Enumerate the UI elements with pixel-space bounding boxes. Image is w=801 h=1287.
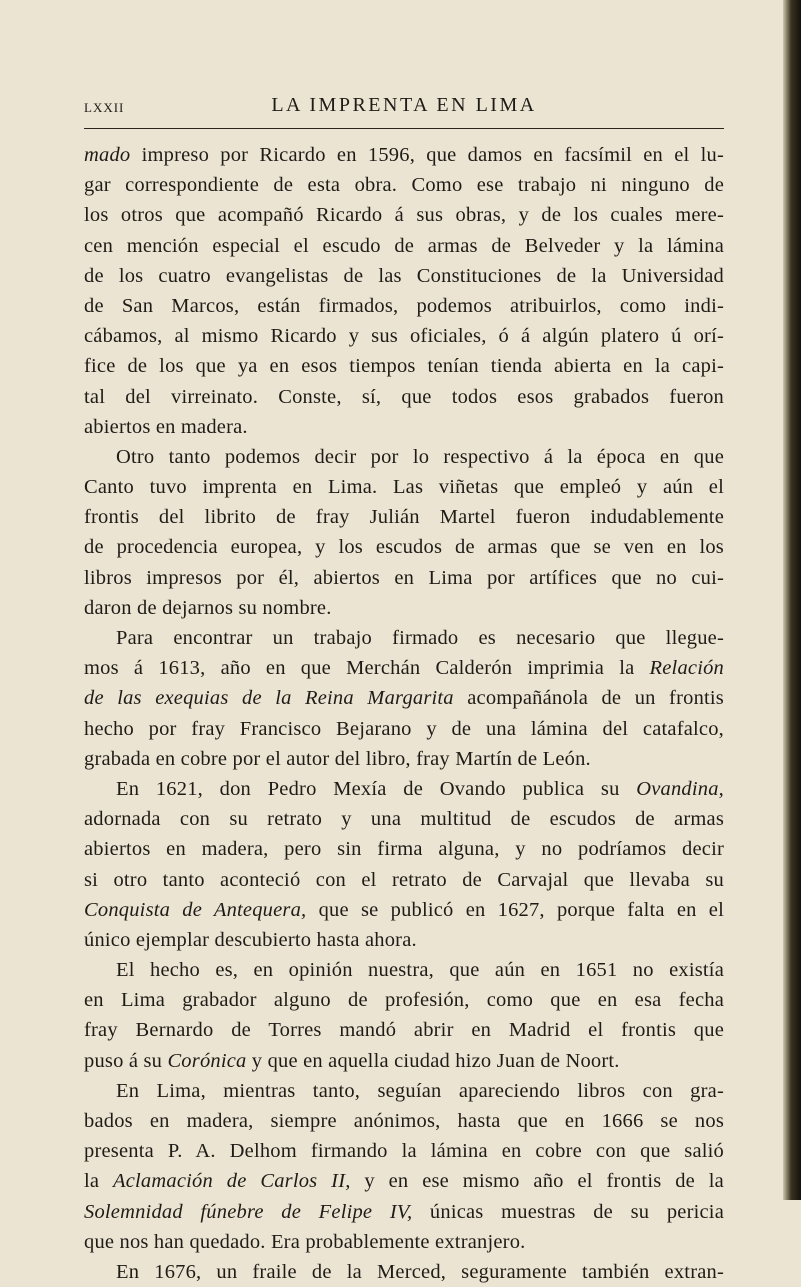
text-run: tal del virreinato. Conste, sí, que todos esos grabados fueron — [84, 385, 724, 408]
text-run: impreso por Ricardo en 1596, que damos en facsímil en el lu- — [130, 144, 724, 166]
text-line — [84, 1015, 724, 1045]
text-line — [84, 985, 724, 1015]
text-run: la — [84, 1170, 114, 1193]
italic-title: Relación — [649, 657, 724, 680]
text-run: si otro tanto aconteció con el retrato de Carvajal que llevaba su — [84, 868, 724, 891]
text-run: que nos han quedado. Era probablemente extranjero. — [84, 1230, 526, 1253]
text-line — [84, 532, 724, 562]
text-line — [84, 1197, 724, 1227]
text-line — [84, 140, 724, 170]
text-line — [84, 502, 724, 532]
text-line — [84, 593, 724, 623]
text-line — [84, 261, 724, 291]
text-run: gar correspondiente de esta obra. Como ese trabajo ni ninguno de — [84, 174, 724, 197]
text-run: en Lima grabador alguno de profesión, como que en esa fecha — [84, 989, 724, 1012]
text-run: y que en aquella ciudad hizo Juan de Noort. — [246, 1049, 620, 1072]
italic-title: Ovandina, — [636, 777, 724, 800]
text-line — [84, 804, 724, 834]
text-run: Canto tuvo imprenta en Lima. Las viñetas que empleó y aún el — [84, 476, 724, 499]
text-run: El hecho es, en opinión nuestra, que aún en 1651 no existía — [116, 959, 724, 982]
text-run: fice de los que ya en esos tiempos tenían tienda abierta en la capi- — [84, 355, 724, 378]
text-run: abiertos en madera. — [84, 415, 248, 438]
text-line — [84, 683, 724, 713]
text-run: daron de dejarnos su nombre. — [84, 596, 332, 619]
text-line — [84, 653, 724, 683]
text-run: cen mención especial el escudo de armas de Belveder y la lámina — [84, 234, 724, 257]
text-run: de los cuatro evangelistas de las Constituciones de la Universidad — [84, 264, 724, 287]
text-run: únicas muestras de su pericia — [412, 1200, 724, 1223]
text-line — [84, 774, 724, 804]
text-run: libros impresos por él, abiertos en Lima por artífices que no cui- — [84, 566, 724, 589]
page-binding-edge — [783, 0, 801, 1200]
text-run: acompañánola de un frontis — [453, 687, 724, 710]
text-run: fray Bernardo de Torres mandó abrir en Madrid el frontis que — [84, 1019, 724, 1042]
italic-title: Solemnidad fúnebre de Felipe IV, — [84, 1200, 413, 1223]
text-run: En 1676, un fraile de la Merced, seguramente también extran- — [116, 1260, 724, 1283]
text-run: cábamos, al mismo Ricardo y sus oficiales, ó á algún platero ú orí- — [84, 325, 724, 348]
text-line — [84, 744, 724, 774]
text-run: abiertos en madera, pero sin firma alguna, y no podríamos decir — [84, 838, 724, 861]
text-line — [84, 955, 724, 985]
page-header — [84, 94, 724, 124]
text-line — [84, 925, 724, 955]
text-line — [84, 1106, 724, 1136]
text-line — [84, 412, 724, 442]
text-run: y en ese mismo año el frontis de la — [350, 1170, 724, 1193]
text-line — [84, 1136, 724, 1166]
italic-title: Aclamación de Carlos II, — [113, 1170, 351, 1193]
text-line — [84, 382, 724, 412]
text-line — [84, 291, 724, 321]
text-run: de San Marcos, están firmados, podemos atribuirlos, como indi- — [84, 294, 724, 317]
text-run: hecho por fray Francisco Bejarano y de una lámina del catafalco, — [84, 717, 724, 740]
text-run: frontis del librito de fray Julián Martel fueron indudablemente — [84, 506, 724, 529]
header-rule — [84, 128, 724, 129]
text-line — [84, 834, 724, 864]
folio-number: LXXII — [84, 100, 125, 115]
text-line — [84, 321, 724, 351]
text-run: de procedencia europea, y los escudos de armas que se ven en los — [84, 536, 724, 559]
italic-title: Corónica — [167, 1049, 247, 1072]
text-line — [84, 623, 724, 653]
text-line — [84, 231, 724, 261]
text-line — [84, 714, 724, 744]
text-line — [84, 895, 724, 925]
text-run: adornada con su retrato y una multitud de escudos de armas — [84, 808, 724, 831]
text-run: En Lima, mientras tanto, seguían apareciendo libros con gra- — [116, 1079, 724, 1102]
text-line — [84, 1227, 724, 1257]
text-run: bados en madera, siempre anónimos, hasta que en 1666 se nos — [84, 1110, 724, 1132]
text-run: puso á su — [84, 1049, 168, 1072]
text-run: presenta P. A. Delhom firmando la lámina en cobre con que salió — [84, 1140, 724, 1163]
text-line — [84, 170, 724, 200]
text-run: Otro tanto podemos decir por lo respectivo á la época en que — [116, 445, 724, 468]
text-line — [84, 563, 724, 593]
text-run: mos á 1613, año en que Merchán Calderón imprimia la — [84, 657, 650, 680]
text-line — [84, 442, 724, 472]
text-line — [84, 200, 724, 230]
text-line — [84, 351, 724, 381]
italic-title: Conquista de Antequera, — [84, 898, 307, 921]
text-run: los otros que acompañó Ricardo á sus obras, y de los cuales mere- — [84, 204, 724, 227]
italic-title: de las exequias de la Reina Margarita — [84, 687, 454, 710]
text-run: grabada en cobre por el autor del libro, fray Martín de León. — [84, 747, 591, 770]
text-line — [84, 1166, 724, 1196]
text-line — [84, 1046, 724, 1076]
text-run: que se publicó en 1627, porque falta en el — [306, 898, 724, 921]
text-run: único ejemplar descubierto hasta ahora. — [84, 928, 417, 951]
text-line — [84, 865, 724, 895]
text-run: En 1621, don Pedro Mexía de Ovando publica su — [116, 777, 637, 800]
running-head: LA IMPRENTA EN LIMA — [271, 94, 537, 116]
text-run: Para encontrar un trabajo firmado es necesario que llegue- — [116, 627, 724, 649]
text-line — [84, 1076, 724, 1106]
text-line — [84, 472, 724, 502]
text-line — [84, 1257, 724, 1287]
italic-title: mado — [84, 144, 131, 166]
body-text — [84, 140, 724, 1287]
